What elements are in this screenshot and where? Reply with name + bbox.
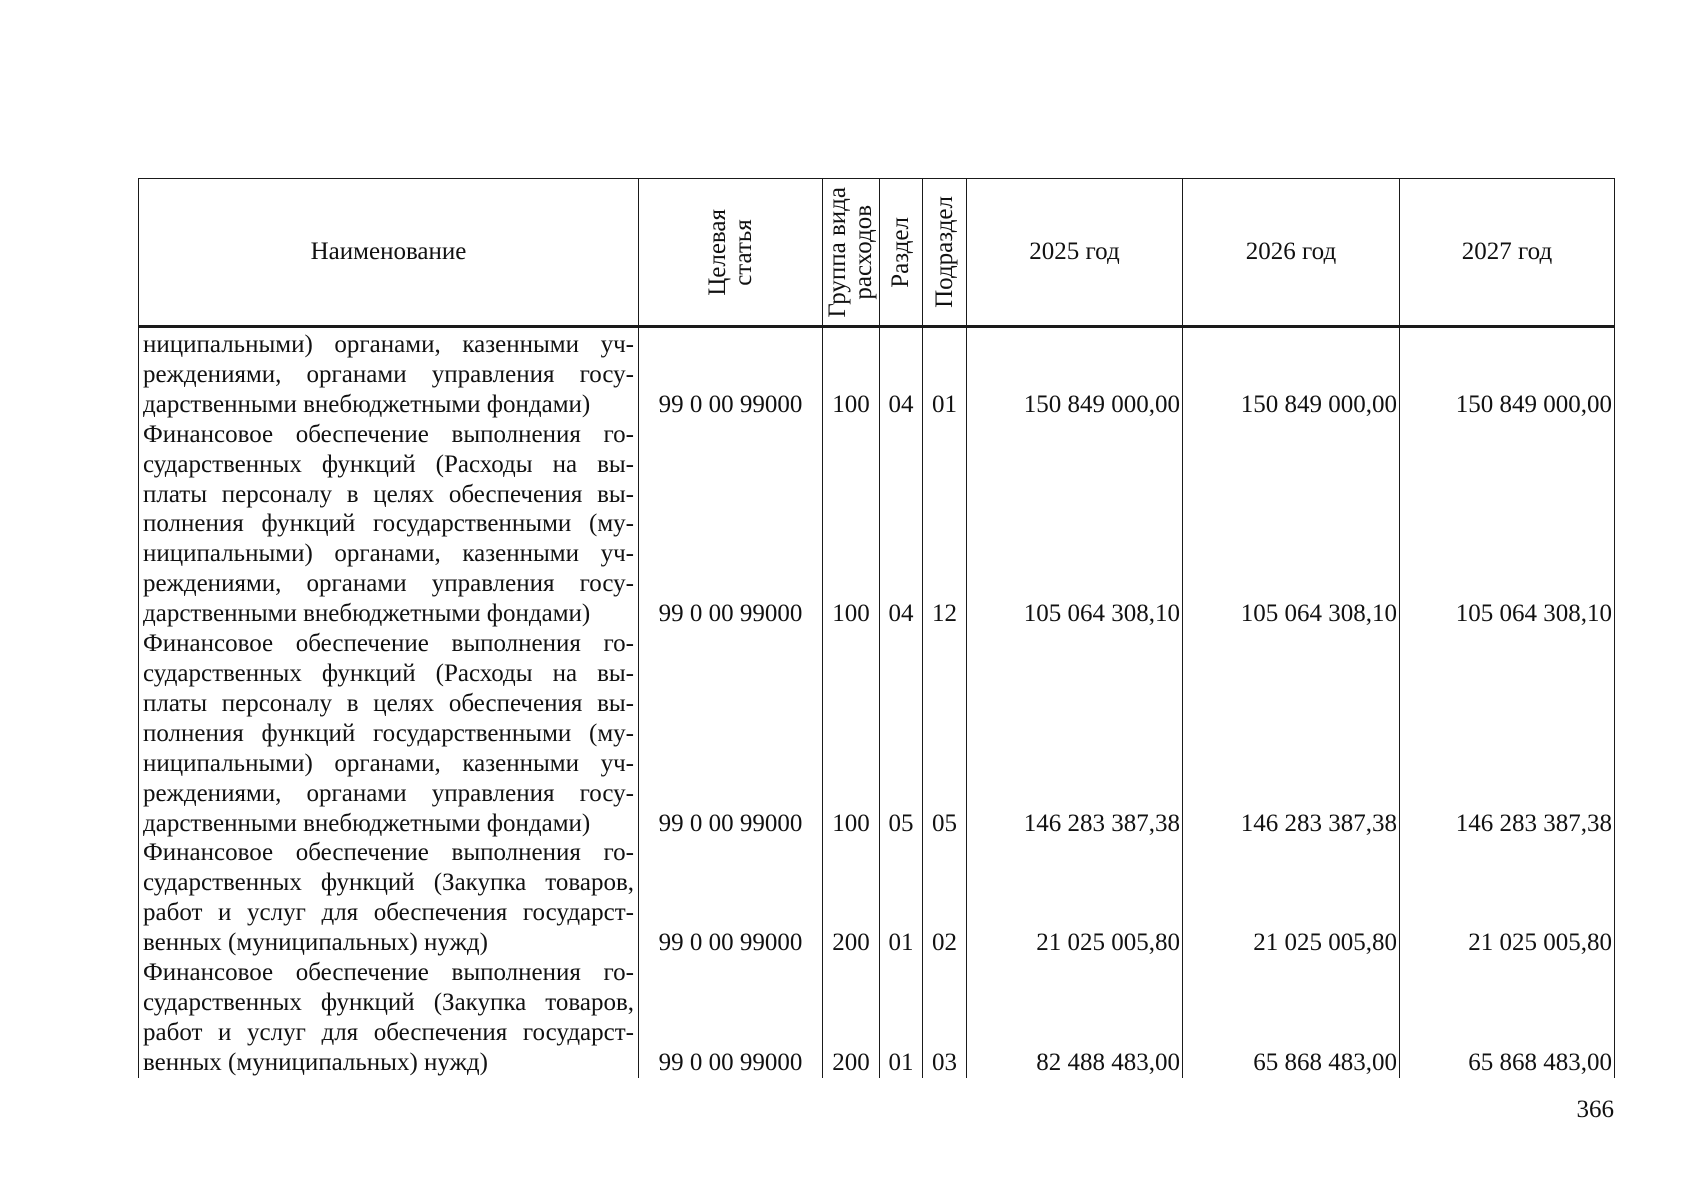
row-amount-2025: 105 064 308,10 (967, 420, 1183, 629)
row-name-line: дарственными внебюджетными фондами) (143, 809, 591, 837)
row-amount-2026: 150 849 000,00 (1183, 327, 1400, 420)
row-name-cell (139, 838, 639, 958)
header-name-label: Наименование (310, 238, 467, 266)
row-name-line: сударственных функций (Расходы на вы- (143, 450, 634, 478)
header-subsection-label: Подраздел (930, 196, 958, 308)
budget-table (138, 178, 1615, 1078)
header-target-article (639, 179, 823, 327)
row-amount-2026: 65 868 483,00 (1183, 958, 1400, 1078)
header-subsection (923, 179, 967, 327)
row-expense-group: 100 (823, 327, 880, 420)
row-amount-2027: 105 064 308,10 (1400, 420, 1615, 629)
row-name-line: венных (муниципальных) нужд) (143, 1048, 488, 1076)
row-amount-2027: 65 868 483,00 (1400, 958, 1615, 1078)
row-name-line: ниципальными) органами, казенными уч- (143, 540, 634, 568)
row-name-line: полнения функций государственными (му- (143, 719, 634, 747)
row-section: 01 (880, 838, 923, 958)
row-name-cell (139, 629, 639, 838)
row-name-cell (139, 958, 639, 1078)
row-expense-group: 100 (823, 629, 880, 838)
row-amount-2025: 21 025 005,80 (967, 838, 1183, 958)
header-year-2027-label: 2027 год (1461, 238, 1553, 266)
header-year-2025-label: 2025 год (1029, 238, 1120, 266)
row-amount-2026: 21 025 005,80 (1183, 838, 1400, 958)
row-name-cell (139, 420, 639, 629)
header-target-article-label: Целевая статья (703, 208, 757, 296)
row-name-cell (139, 327, 639, 420)
row-amount-2025: 146 283 387,38 (967, 629, 1183, 838)
table-row (139, 838, 1615, 958)
row-name-line: платы персоналу в целях обеспечения вы- (143, 689, 634, 717)
table-row (139, 629, 1615, 838)
page-number: 366 (1576, 1096, 1614, 1123)
row-amount-2025: 150 849 000,00 (967, 327, 1183, 420)
row-expense-group: 200 (823, 838, 880, 958)
header-year-2027 (1400, 179, 1615, 327)
row-name-line: Финансовое обеспечение выполнения го- (143, 959, 634, 987)
table-row (139, 958, 1615, 1078)
header-name (139, 179, 639, 327)
row-name-line: Финансовое обеспечение выполнения го- (143, 839, 634, 867)
row-name-line: дарственными внебюджетными фондами) (143, 600, 591, 628)
row-target-article: 99 0 00 99000 (639, 420, 823, 629)
row-section: 04 (880, 327, 923, 420)
header-expense-group-label: Группа вида расходов (824, 186, 877, 318)
row-amount-2027: 150 849 000,00 (1400, 327, 1615, 420)
table-header-row (139, 179, 1615, 327)
header-year-2026-label: 2026 год (1245, 238, 1337, 266)
header-section (880, 179, 923, 327)
row-subsection: 01 (923, 327, 967, 420)
row-subsection: 02 (923, 838, 967, 958)
table-row (139, 327, 1615, 420)
row-section: 04 (880, 420, 923, 629)
row-subsection: 12 (923, 420, 967, 629)
row-name-line: ниципальными) органами, казенными уч- (143, 749, 634, 777)
row-name-line: дарственными внебюджетными фондами) (143, 390, 591, 418)
row-name-line: полнения функций государственными (му- (143, 510, 634, 538)
row-section: 01 (880, 958, 923, 1078)
row-subsection: 05 (923, 629, 967, 838)
row-amount-2026: 146 283 387,38 (1183, 629, 1400, 838)
row-name-line: сударственных функций (Закупка товаров, (143, 988, 634, 1016)
row-name-line: работ и услуг для обеспечения государст- (143, 1018, 634, 1046)
row-subsection: 03 (923, 958, 967, 1078)
row-name-line: ниципальными) органами, казенными уч- (143, 331, 634, 358)
row-name-line: Финансовое обеспечение выполнения го- (143, 420, 634, 448)
row-expense-group: 200 (823, 958, 880, 1078)
row-target-article: 99 0 00 99000 (639, 838, 823, 958)
row-name-line: реждениями, органами управления госу- (143, 360, 634, 388)
row-target-article: 99 0 00 99000 (639, 629, 823, 838)
row-name-line: работ и услуг для обеспечения государст- (143, 899, 634, 927)
table-body (139, 327, 1615, 1078)
header-expense-group (823, 179, 880, 327)
row-expense-group: 100 (823, 420, 880, 629)
header-year-2025 (967, 179, 1183, 327)
row-section: 05 (880, 629, 923, 838)
row-name-line: венных (муниципальных) нужд) (143, 929, 488, 957)
row-name-line: сударственных функций (Закупка товаров, (143, 869, 634, 897)
row-target-article: 99 0 00 99000 (639, 327, 823, 420)
row-name-line: реждениями, органами управления госу- (143, 570, 634, 598)
row-amount-2027: 21 025 005,80 (1400, 838, 1615, 958)
row-name-line: сударственных функций (Расходы на вы- (143, 659, 634, 687)
row-amount-2026: 105 064 308,10 (1183, 420, 1400, 629)
header-section-label: Раздел (887, 216, 914, 288)
row-name-line: Финансовое обеспечение выполнения го- (143, 630, 634, 658)
header-year-2026 (1183, 179, 1400, 327)
row-name-line: платы персоналу в целях обеспечения вы- (143, 480, 634, 508)
row-target-article: 99 0 00 99000 (639, 958, 823, 1078)
row-amount-2025: 82 488 483,00 (967, 958, 1183, 1078)
table-row (139, 420, 1615, 629)
row-amount-2027: 146 283 387,38 (1400, 629, 1615, 838)
row-name-line: реждениями, органами управления госу- (143, 779, 634, 807)
